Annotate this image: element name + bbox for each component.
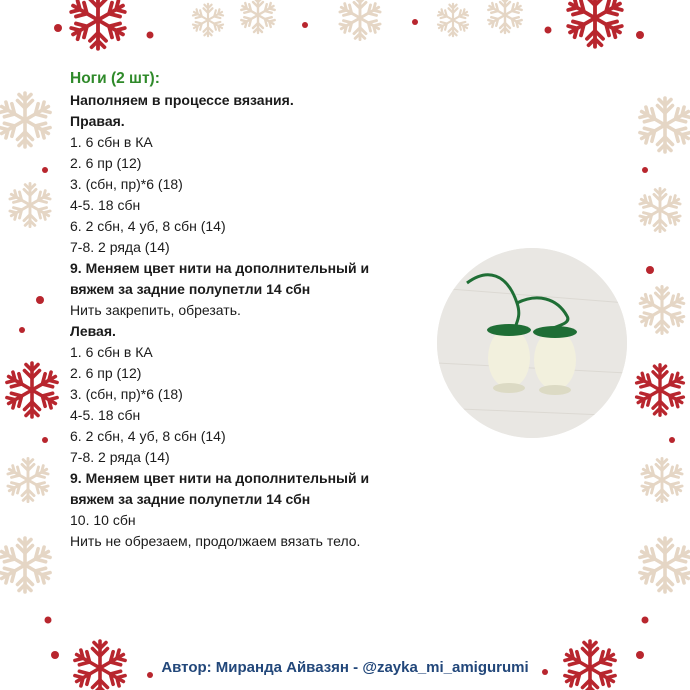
snowflake-icon (69, 0, 127, 49)
snowflake-icon (638, 538, 690, 592)
snowflake-icon (240, 0, 276, 33)
pattern-line: 1. 6 сбн в КА (70, 134, 153, 150)
pattern-line: Наполняем в процессе вязания. (70, 92, 294, 108)
snowflake-icon (0, 538, 52, 592)
pattern-line: вяжем за задние полупетли 14 сбн (70, 491, 311, 507)
pattern-line: вяжем за задние полупетли 14 сбн (70, 281, 311, 297)
snowflake-icon (487, 0, 523, 33)
pattern-line: 7-8. 2 ряда (14) (70, 449, 170, 465)
snowflake-icon (638, 98, 690, 152)
pattern-line: Правая. (70, 113, 125, 129)
snowflake-icon (5, 363, 59, 417)
crochet-legs-icon (437, 248, 627, 438)
pattern-line: 7-8. 2 ряда (14) (70, 239, 170, 255)
pattern-line: 6. 2 сбн, 4 уб, 8 сбн (14) (70, 218, 226, 234)
pattern-line: 4-5. 18 сбн (70, 407, 141, 423)
pattern-line: 1. 6 сбн в КА (70, 344, 153, 360)
pattern-line: Левая. (70, 323, 116, 339)
pattern-line: 9. Меняем цвет нити на дополнительный и (70, 260, 370, 276)
crochet-legs-photo (437, 248, 627, 438)
pattern-line: 3. (сбн, пр)*6 (18) (70, 386, 183, 402)
pattern-line: 10. 10 сбн (70, 512, 136, 528)
pattern-line: Нить закрепить, обрезать. (70, 302, 241, 318)
pattern-line: 3. (сбн, пр)*6 (18) (70, 176, 183, 192)
pattern-line: 6. 2 сбн, 4 уб, 8 сбн (14) (70, 428, 226, 444)
snowflake-icon (6, 458, 49, 501)
pattern-line: Нить не обрезаем, продолжаем вязать тело. (70, 533, 361, 549)
snowflake-icon (192, 4, 225, 36)
snowflake-icon (437, 4, 470, 36)
snowflake-icon (566, 0, 624, 47)
pattern-line: 9. Меняем цвет нити на дополнительный и (70, 470, 370, 486)
pattern-lines (70, 90, 430, 552)
snowflake-icon (338, 0, 381, 40)
pattern-line: 4-5. 18 сбн (70, 197, 141, 213)
snowflake-icon (635, 365, 686, 415)
snowflake-icon (640, 458, 683, 501)
pattern-line: 2. 6 пр (12) (70, 155, 142, 171)
author-credit: Автор: Миранда Айвазян - @zayka_mi_amigurumi (161, 659, 529, 676)
snowflake-icon (0, 93, 52, 147)
snowflake-icon (638, 188, 681, 231)
snowflake-icon (638, 287, 685, 334)
pattern-text (70, 68, 430, 552)
snowflake-icon (8, 183, 51, 226)
pattern-line: 2. 6 пр (12) (70, 365, 142, 381)
section-title: Ноги (2 шт): (70, 70, 160, 87)
